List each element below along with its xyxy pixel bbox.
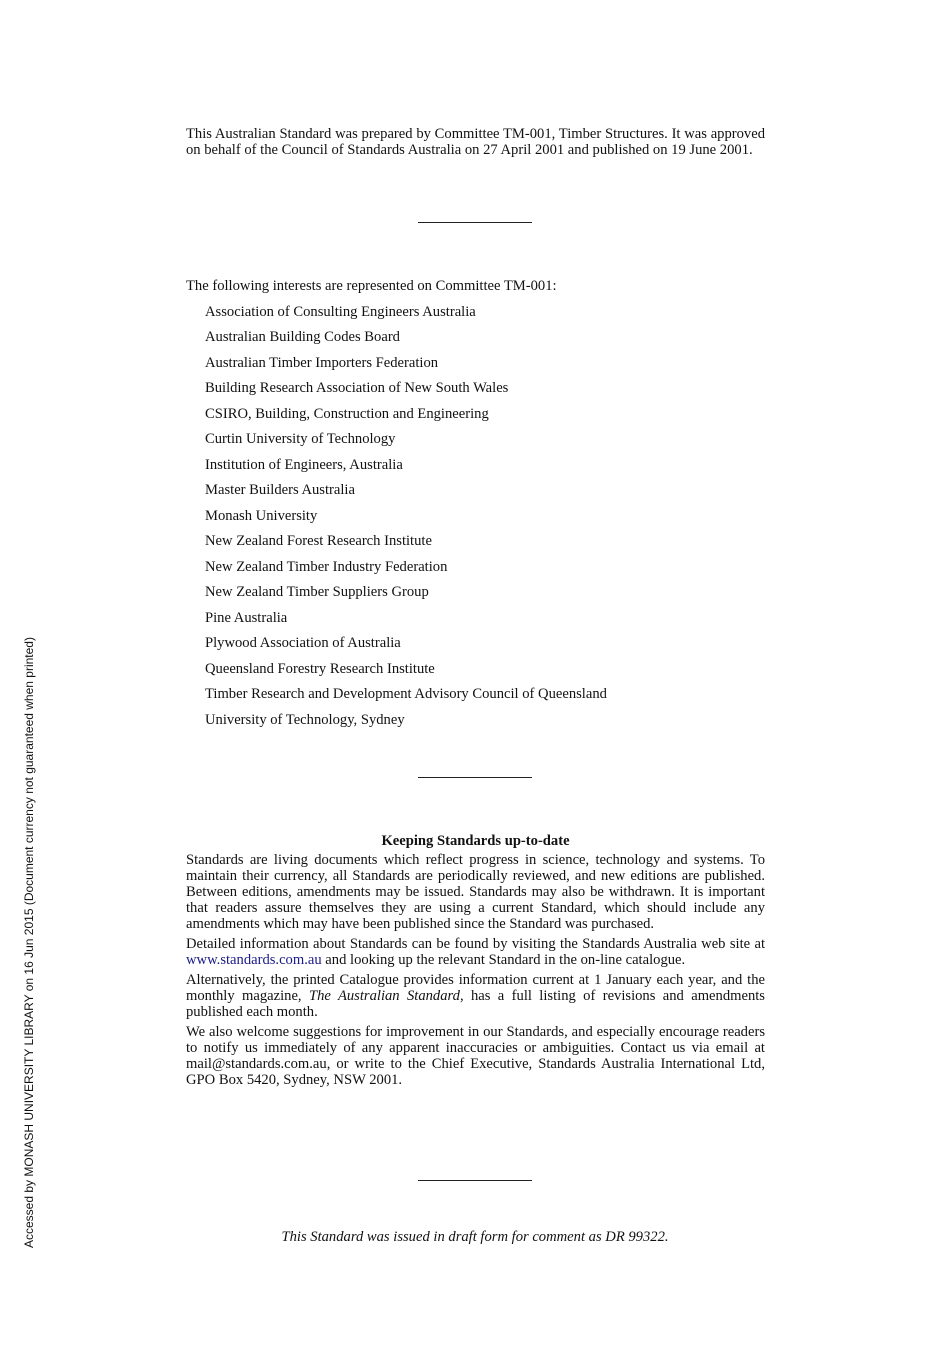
publication-title: The Australian Standard (308, 988, 460, 1004)
list-item: Association of Consulting Engineers Australia (205, 303, 476, 320)
keeping-standards-section (186, 833, 765, 1092)
list-item: Australian Building Codes Board (205, 329, 400, 345)
list-item: Australian Timber Importers Federation (205, 354, 439, 371)
interest-list (186, 295, 765, 729)
list-item: New Zealand Forest Research Institute (205, 533, 432, 549)
list-item: Building Research Association of New South Wales (205, 380, 509, 396)
list-item: Master Builders Australia (205, 482, 355, 498)
approval-statement: This Australian Standard was prepared by Committee TM-001, Timber Structures. It was approved on behalf of the Council of Standards Australia on 27 April 2001 and published on 19 June 2001. (186, 126, 765, 158)
paragraph: Standards are living documents which reflect progress in science, technology and systems. To maintain their currency, all Standards are periodically reviewed, and new editions are published. Between editions, amendments may be issued. Standards may also be withdrawn. It is important that readers assure themselves they are using a current Standard, which should include any amendments which may have been published since the Standard was purchased. (186, 852, 765, 932)
standards-website-link[interactable]: www.standards.com.au (186, 952, 322, 968)
list-item: University of Technology, Sydney (205, 711, 405, 728)
interests-intro: The following interests are represented on Committee TM-001: (186, 278, 557, 294)
list-item: Curtin University of Technology (205, 431, 396, 447)
list-item: CSIRO, Building, Construction and Engineering (205, 405, 489, 422)
paragraph-text: , has a full listing of revisions and amendments published each month. (186, 988, 765, 1020)
paragraph (186, 972, 765, 1020)
list-item: Pine Australia (205, 609, 288, 626)
committee-interests (186, 278, 765, 729)
section-divider (418, 777, 532, 778)
access-watermark: Accessed by MONASH UNIVERSITY LIBRARY on 16 Jun 2015 (Document currency not guaranteed when printed) (22, 637, 36, 1248)
draft-note: This Standard was issued in draft form for comment as DR 99322. (281, 1229, 669, 1245)
paragraph: We also welcome suggestions for improvement in our Standards, and especially encourage readers to notify us immediately of any apparent inaccuracies or ambiguities. Contact us via email at mail@standards.com.au, or write to the Chief Executive, Standards Australia International Ltd, GPO Box 5420, Sydney, NSW 2001. (186, 1024, 765, 1088)
section-heading: Keeping Standards up-to-date (381, 833, 570, 849)
list-item: Queensland Forestry Research Institute (205, 660, 435, 677)
paragraph (186, 936, 765, 968)
list-item: New Zealand Timber Industry Federation (205, 558, 448, 575)
section-divider (418, 1180, 532, 1181)
paragraph-text: and looking up the relevant Standard in the on-line catalogue. (321, 952, 686, 968)
list-item: Monash University (205, 507, 318, 524)
paragraph-text: Detailed information about Standards can be found by visiting the Standards Australia web site at (186, 936, 765, 952)
section-divider (418, 222, 532, 223)
paragraph-text: Alternatively, the printed Catalogue provides information current at 1 January each year, and the monthly magazine, (186, 972, 765, 1004)
list-item: Institution of Engineers, Australia (205, 456, 403, 473)
list-item: New Zealand Timber Suppliers Group (205, 584, 429, 600)
list-item: Plywood Association of Australia (205, 635, 401, 651)
list-item: Timber Research and Development Advisory Council of Queensland (205, 686, 607, 702)
